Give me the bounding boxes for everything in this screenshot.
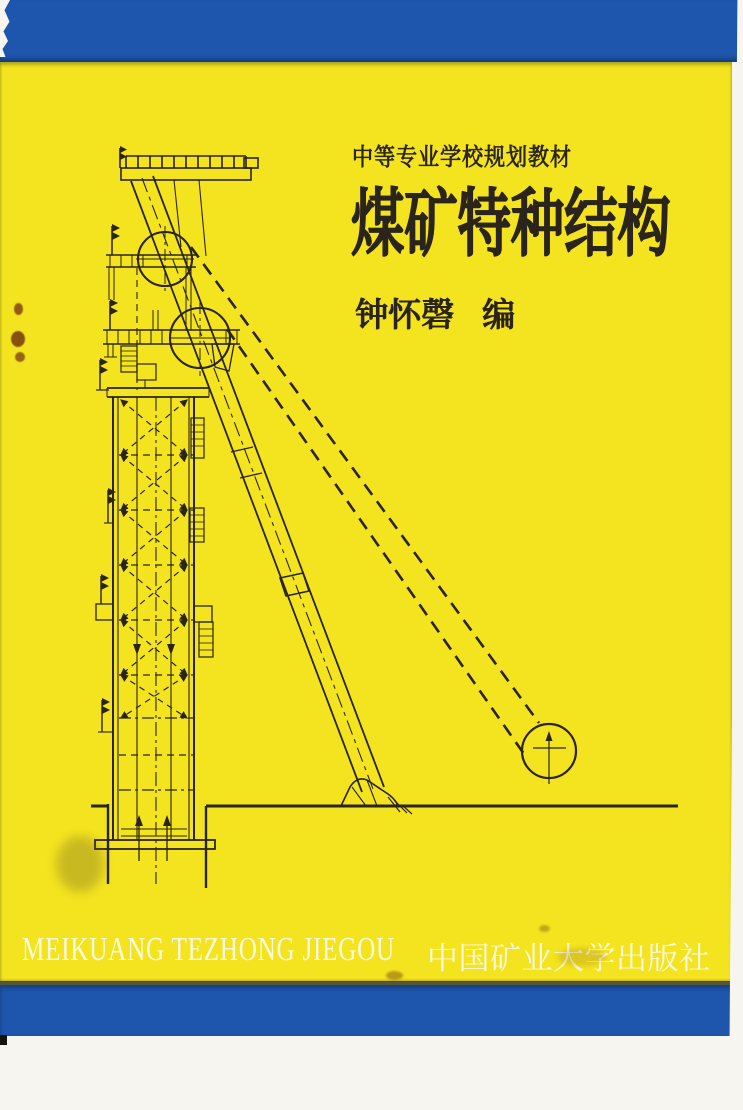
author-line	[355, 289, 515, 336]
stain-smudge	[56, 836, 104, 892]
lattice-tower	[96, 358, 213, 884]
scan-edge-sliver	[0, 1035, 7, 1045]
ground-line	[91, 804, 678, 888]
book-title: 煤矿特种结构	[351, 182, 671, 265]
pinyin-title: MEIKUANG TEZHONG JIEGOU	[22, 931, 395, 968]
lower-sheave-wheel	[169, 302, 231, 376]
author-credit-label: 编	[482, 296, 515, 333]
winding-drum	[522, 724, 576, 784]
stain-mark	[15, 352, 25, 362]
publisher-name: 中国矿业大学出版社	[427, 941, 711, 976]
stain-smudge	[558, 948, 606, 966]
lower-bracket-platform	[103, 299, 240, 388]
scan-margin-bottom	[0, 1036, 743, 1110]
stain-mark	[14, 303, 23, 315]
headgear-platform	[120, 146, 258, 256]
upper-bracket-platform	[106, 224, 196, 390]
series-label: 中等专业学校规划教材	[352, 144, 572, 171]
stain-mark	[11, 331, 25, 347]
stain-mark	[539, 925, 550, 932]
stain-mark	[386, 971, 403, 980]
author-name: 钟怀磬	[355, 296, 454, 333]
